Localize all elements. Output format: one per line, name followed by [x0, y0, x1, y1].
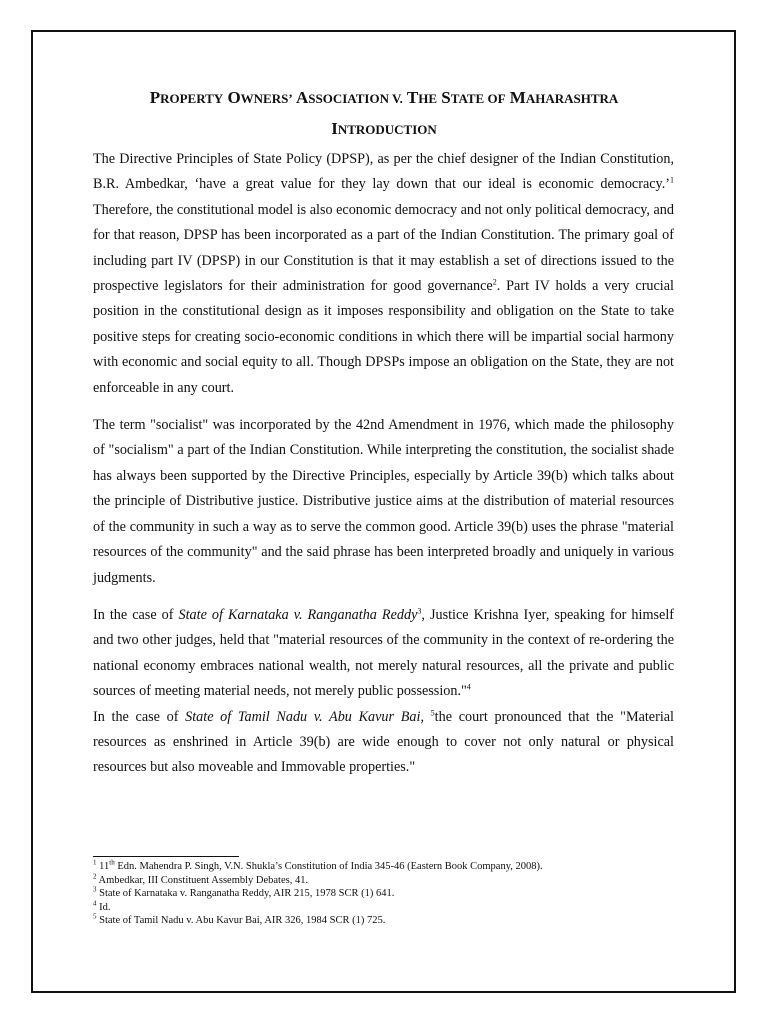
footnote-ref-2[interactable]: 2	[492, 277, 497, 287]
footnote-3: $^3$ State of Karnataka v. Ranganatha Reddy, AIR 215, 1978 SCR (1) 641.	[93, 885, 395, 900]
footnote-ref-5[interactable]: 5	[430, 707, 435, 717]
footnote-ref-3[interactable]: 3	[417, 606, 422, 616]
footnotes	[93, 860, 693, 928]
paragraph-dpsp: The Directive Principles of State Policy (DPSP), as per the chief designer of the Indian Constitution, B.R. Ambedkar, ‘have a great value for they lay down that our ideal is economic democracy.’$^1$ Therefore, the constitutional model is also economic democracy and not only political democracy, and for that reason, DPSP has been incorporated as a part of the Indian Constitution. The primary goal of including part IV (DPSP) in our Constitution is that it may establish a set of directions issued to the prospective legislators for their administration for good governance$^2$. Part IV holds a very crucial position in the constitutional design as it imposes responsibility and obligation on the State to take positive steps for creating socio-economic conditions in which there will be impartial social harmony with economic and social equity to all. Though DPSPs impose an obligation on the State, they are not enforceable in any court.	[93, 151, 674, 396]
footnote-1: $^1$ 11th Edn. Mahendra P. Singh, V.N. Shukla’s Constitution of India 345-46 (Eastern Book Company, 2008).	[93, 858, 543, 872]
footnote-ref-4[interactable]: 4	[466, 682, 471, 692]
paragraph-ranganatha-reddy: In the case of State of Karnataka v. Ranganatha Reddy$^3$, Justice Krishna Iyer, speaking for himself and two other judges, held that "material resources of the community in the context of re-ordering the national economy embraces national wealth, not merely natural resources, all the private and public sources of meeting material needs, not merely public possession."$^4$	[93, 606, 674, 700]
case-name: State of Tamil Nadu v. Abu Kavur Bai	[185, 708, 421, 725]
case-name: State of Karnataka v. Ranganatha Reddy	[178, 606, 418, 623]
footnote-5: $^5$ State of Tamil Nadu v. Abu Kavur Bai, AIR 326, 1984 SCR (1) 725.	[93, 912, 386, 927]
footnote-separator	[93, 856, 239, 857]
footnote-2: $^2$ Ambedkar, III Constituent Assembly Debates, 41.	[93, 872, 309, 886]
footnote-4: $^4$ Id.	[93, 899, 111, 913]
body-text	[93, 147, 674, 793]
paragraph-abu-kavur-bai: In the case of State of Tamil Nadu v. Abu Kavur Bai, $^5$the court pronounced that the "Material resources as enshrined in Article 39(b) are wide enough to cover not only natural or physical resources but also moveable and Immovable properties."	[93, 707, 675, 776]
paragraph-socialist: The term "socialist" was incorporated by the 42nd Amendment in 1976, which made the philosophy of "socialism" a part of the Indian Constitution. While interpreting the constitution, the socialist shade has always been supported by the Directive Principles, especially by Article 39(b) which talks about the principle of Distributive justice. Distributive justice aims at the distribution of material resources of the community in such a way as to serve the common good. Article 39(b) uses the phrase "material resources of the community" and the said phrase has been interpreted broadly and uniquely in various judgments.	[93, 417, 674, 586]
footnote-ref-1[interactable]: 1	[670, 175, 674, 185]
document-title: PROPERTY OWNERS’ ASSOCIATION V. THE STATE OF MAHARASHTRA	[149, 88, 619, 107]
section-heading-introduction: INTRODUCTION	[331, 119, 437, 138]
